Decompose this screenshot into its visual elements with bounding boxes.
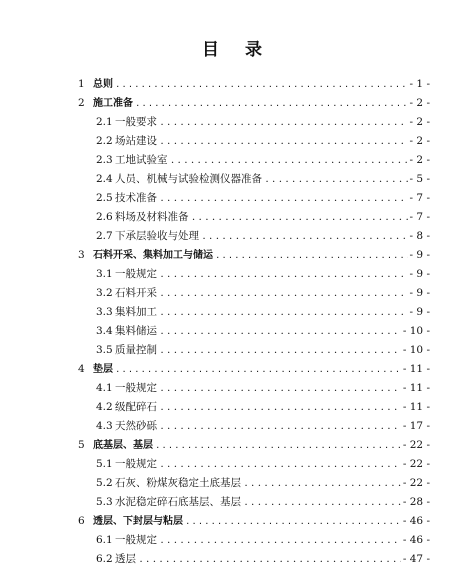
toc-entry-title: 集料储运 . . . xyxy=(115,322,412,341)
toc-section-entry[interactable] xyxy=(0,303,474,322)
toc-entry-page-number: - 11 - xyxy=(401,360,430,379)
table-of-contents xyxy=(0,75,474,569)
toc-entry-page-number: - 10 - xyxy=(401,341,430,360)
toc-entry-title: 底基层、基层 . . . xyxy=(93,436,412,455)
toc-entry-page-number: - 8 - xyxy=(408,227,430,246)
toc-entry-title: 工地试验室 . . . xyxy=(115,151,412,170)
toc-entry-page-number: - 2 - xyxy=(408,94,430,113)
toc-section-entry[interactable] xyxy=(0,284,474,303)
toc-entry-number: 2.5 xyxy=(96,192,113,204)
toc-entry-title: 一般规定 . . . xyxy=(115,455,412,474)
toc-entry-page-number: - 11 - xyxy=(401,379,430,398)
toc-entry-page-number: - 22 - xyxy=(401,455,430,474)
toc-entry-title: 料场及材料准备 . . . xyxy=(115,208,412,227)
toc-entry-title: 一般要求 . . . xyxy=(115,113,412,132)
toc-entry-number: 2.7 xyxy=(96,230,113,242)
toc-entry-number: 2.2 xyxy=(96,135,113,147)
toc-entry-number: 4.3 xyxy=(96,420,113,432)
toc-chapter-entry[interactable] xyxy=(0,360,474,379)
toc-entry-number: 4.2 xyxy=(96,401,113,413)
toc-entry-title: 石料开采 . . . xyxy=(115,284,412,303)
toc-chapter-entry[interactable] xyxy=(0,94,474,113)
toc-section-entry[interactable] xyxy=(0,493,474,512)
toc-entry-page-number: - 47 - xyxy=(401,550,430,569)
toc-entry-page-number: - 7 - xyxy=(408,189,430,208)
toc-entry-page-number: - 46 - xyxy=(401,531,430,550)
toc-entry-title: 下承层验收与处理 . . . xyxy=(115,227,412,246)
toc-entry-page-number: - 9 - xyxy=(408,303,430,322)
toc-entry-title: 天然砂砾 . . . xyxy=(115,417,412,436)
toc-entry-page-number: - 5 - xyxy=(408,170,430,189)
toc-section-entry[interactable] xyxy=(0,113,474,132)
toc-entry-page-number: - 2 - xyxy=(408,132,430,151)
toc-section-entry[interactable] xyxy=(0,132,474,151)
toc-section-entry[interactable] xyxy=(0,379,474,398)
toc-section-entry[interactable] xyxy=(0,550,474,569)
toc-entry-number: 5.2 xyxy=(96,477,113,489)
toc-section-entry[interactable] xyxy=(0,531,474,550)
toc-entry-number: 2.3 xyxy=(96,154,113,166)
toc-entry-number: 4.1 xyxy=(96,382,113,394)
toc-entry-page-number: - 1 - xyxy=(408,75,430,94)
toc-entry-page-number: - 9 - xyxy=(408,246,430,265)
toc-entry-page-number: - 46 - xyxy=(401,512,430,531)
toc-entry-title: 一般规定 . . . xyxy=(115,531,412,550)
toc-entry-title: 技术准备 . . . xyxy=(115,189,412,208)
toc-section-entry[interactable] xyxy=(0,474,474,493)
toc-entry-title: 人员、机械与试验检测仪器准备 . . . xyxy=(115,170,412,189)
toc-section-entry[interactable] xyxy=(0,417,474,436)
toc-section-entry[interactable] xyxy=(0,170,474,189)
toc-entry-page-number: - 17 - xyxy=(401,417,430,436)
toc-section-entry[interactable] xyxy=(0,455,474,474)
toc-section-entry[interactable] xyxy=(0,322,474,341)
toc-entry-title: 场站建设 . . . xyxy=(115,132,412,151)
toc-entry-number: 4 xyxy=(78,363,85,375)
toc-entry-title: 一般规定 . . . xyxy=(115,265,412,284)
toc-entry-page-number: - 11 - xyxy=(401,398,430,417)
toc-entry-page-number: - 28 - xyxy=(401,493,430,512)
toc-chapter-entry[interactable] xyxy=(0,512,474,531)
toc-entry-title: 透层 . . . xyxy=(115,550,412,569)
toc-entry-number: 3.2 xyxy=(96,287,113,299)
toc-entry-number: 2 xyxy=(78,97,85,109)
toc-entry-number: 3.1 xyxy=(96,268,113,280)
toc-entry-number: 1 xyxy=(78,78,85,90)
toc-chapter-entry[interactable] xyxy=(0,246,474,265)
toc-section-entry[interactable] xyxy=(0,341,474,360)
toc-entry-number: 6 xyxy=(78,515,85,527)
toc-entry-title: 垫层 . . . xyxy=(93,360,412,379)
toc-entry-number: 2.1 xyxy=(96,116,113,128)
toc-section-entry[interactable] xyxy=(0,189,474,208)
toc-section-entry[interactable] xyxy=(0,398,474,417)
toc-entry-number: 2.4 xyxy=(96,173,113,185)
toc-chapter-entry[interactable] xyxy=(0,436,474,455)
toc-section-entry[interactable] xyxy=(0,208,474,227)
toc-entry-title: 一般规定 . . . xyxy=(115,379,412,398)
toc-entry-number: 5.1 xyxy=(96,458,113,470)
toc-entry-number: 3.4 xyxy=(96,325,113,337)
toc-entry-title: 级配碎石 . . . xyxy=(115,398,412,417)
toc-entry-page-number: - 9 - xyxy=(408,284,430,303)
page-title: 目 录 xyxy=(202,40,272,60)
toc-entry-title: 透层、下封层与粘层 . . . xyxy=(93,512,412,531)
toc-entry-page-number: - 22 - xyxy=(401,436,430,455)
toc-entry-title: 石料开采、集料加工与储运 . . . xyxy=(93,246,412,265)
toc-section-entry[interactable] xyxy=(0,227,474,246)
toc-entry-title: 施工准备 . . . xyxy=(93,94,412,113)
toc-entry-page-number: - 10 - xyxy=(401,322,430,341)
toc-entry-page-number: - 22 - xyxy=(401,474,430,493)
toc-entry-number: 3 xyxy=(78,249,85,261)
toc-entry-number: 5.3 xyxy=(96,496,113,508)
toc-entry-number: 2.6 xyxy=(96,211,113,223)
toc-entry-title: 水泥稳定碎石底基层、基层 . . . xyxy=(115,493,412,512)
toc-entry-number: 3.3 xyxy=(96,306,113,318)
toc-entry-page-number: - 2 - xyxy=(408,151,430,170)
toc-entry-number: 6.1 xyxy=(96,534,113,546)
toc-entry-number: 3.5 xyxy=(96,344,113,356)
toc-entry-title: 质量控制 . . . xyxy=(115,341,412,360)
toc-entry-title: 石灰、粉煤灰稳定土底基层 . . . xyxy=(115,474,412,493)
toc-section-entry[interactable] xyxy=(0,151,474,170)
toc-entry-title: 集料加工 . . . xyxy=(115,303,412,322)
toc-section-entry[interactable] xyxy=(0,265,474,284)
toc-entry-page-number: - 9 - xyxy=(408,265,430,284)
toc-entry-number: 5 xyxy=(78,439,85,451)
toc-entry-title: 总则 . . . xyxy=(93,75,412,94)
toc-entry-page-number: - 2 - xyxy=(408,113,430,132)
toc-entry-page-number: - 7 - xyxy=(408,208,430,227)
toc-entry-number: 6.2 xyxy=(96,553,113,565)
toc-chapter-entry[interactable] xyxy=(0,75,474,94)
